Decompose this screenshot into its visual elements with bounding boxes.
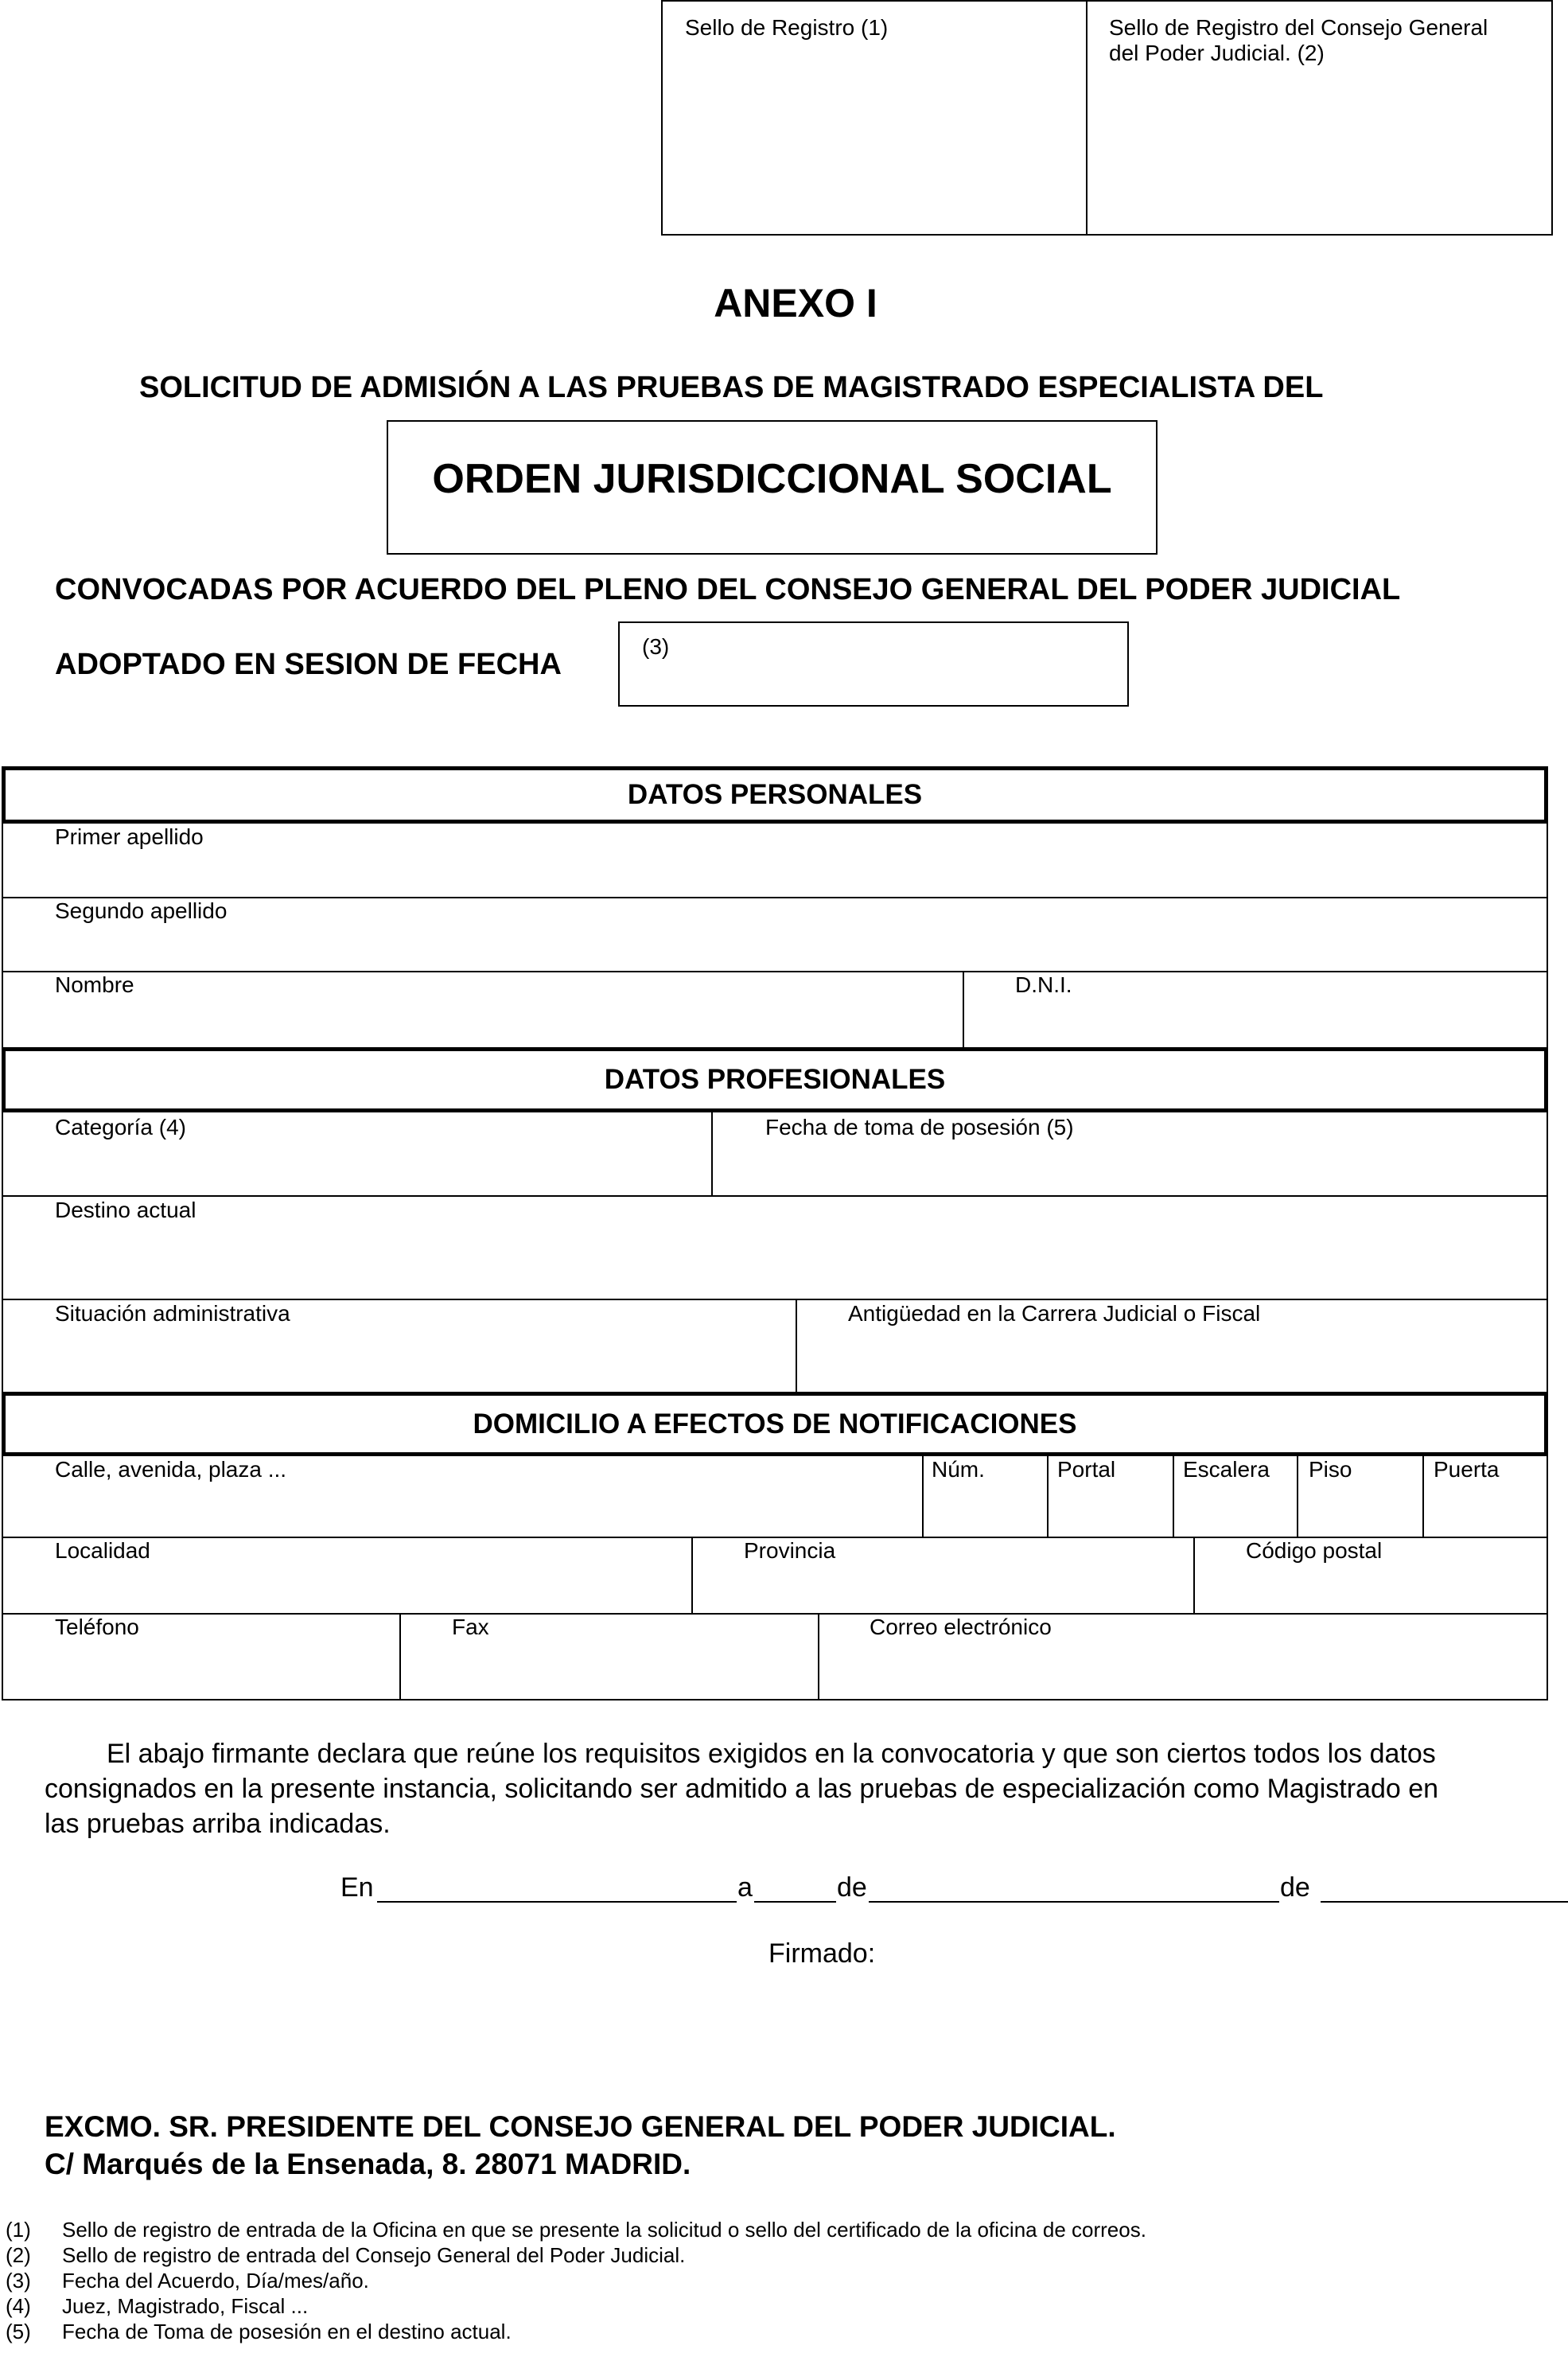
- footnote-text: Fecha del Acuerdo, Día/mes/año.: [62, 2269, 369, 2293]
- primer-apellido-field[interactable]: [3, 824, 1547, 897]
- nombre-field[interactable]: [3, 972, 963, 1047]
- codigo-postal-field[interactable]: [1195, 1538, 1547, 1613]
- sig-place-field[interactable]: [377, 1901, 737, 1903]
- stamp-box-cgpj: [1086, 0, 1553, 236]
- correo-field[interactable]: [819, 1615, 1547, 1699]
- puerta-label: Puerta: [1434, 1457, 1500, 1482]
- solicitud-title: SOLICITUD DE ADMISIÓN A LAS PRUEBAS DE MAGISTRADO ESPECIALISTA DEL: [139, 371, 1324, 404]
- stamp-box-registro: [661, 0, 1087, 236]
- declaration-line-2: consignados en la presente instancia, solicitando ser admitido a las pruebas de especialización como Magistrado en: [45, 1774, 1439, 1804]
- num-label: Núm.: [932, 1457, 985, 1482]
- antiguedad-label: Antigüedad en la Carrera Judicial o Fiscal: [848, 1301, 1261, 1326]
- escalera-field[interactable]: [1174, 1456, 1297, 1537]
- num-field[interactable]: [924, 1456, 1047, 1537]
- stamp-cgpj-label: Sello de Registro del Consejo General del Poder Judicial. (2): [1109, 15, 1488, 65]
- fax-label: Fax: [452, 1615, 489, 1639]
- telefono-label: Teléfono: [55, 1615, 139, 1639]
- categoria-label: Categoría (4): [55, 1115, 186, 1139]
- destino-label: Destino actual: [55, 1198, 196, 1222]
- footnote-text: Juez, Magistrado, Fiscal ...: [62, 2294, 309, 2318]
- sig-en-label: En: [340, 1872, 374, 1903]
- declaration-line-3: las pruebas arriba indicadas.: [45, 1809, 391, 1839]
- dni-field[interactable]: [964, 972, 1547, 1047]
- codigo-postal-label: Código postal: [1246, 1538, 1383, 1563]
- anexo-title: ANEXO I: [714, 281, 877, 325]
- orden-box: [387, 420, 1158, 555]
- adoptado-title: ADOPTADO EN SESION DE FECHA: [55, 648, 562, 681]
- orden-title: ORDEN JURISDICCIONAL SOCIAL: [432, 456, 1112, 502]
- addressee-line-2: C/ Marqués de la Ensenada, 8. 28071 MADRID.: [45, 2148, 691, 2180]
- categoria-field[interactable]: [3, 1112, 711, 1195]
- sig-de2-label: de: [1280, 1872, 1310, 1903]
- primer-apellido-label: Primer apellido: [55, 824, 204, 849]
- puerta-field[interactable]: [1424, 1456, 1547, 1537]
- footnote-num: (2): [6, 2243, 31, 2267]
- firmado-label: Firmado:: [768, 1938, 876, 1969]
- escalera-label: Escalera: [1183, 1457, 1270, 1482]
- telefono-field[interactable]: [3, 1615, 399, 1699]
- footnote-text: Sello de registro de entrada del Consejo General del Poder Judicial.: [62, 2243, 686, 2267]
- segundo-apellido-label: Segundo apellido: [55, 898, 228, 923]
- nombre-label: Nombre: [55, 972, 134, 997]
- footnote-num: (5): [6, 2320, 31, 2343]
- sig-de1-label: de: [837, 1872, 867, 1903]
- footnote-text: Fecha de Toma de posesión en el destino actual.: [62, 2320, 512, 2343]
- addressee-line-1: EXCMO. SR. PRESIDENTE DEL CONSEJO GENERAL DEL PODER JUDICIAL.: [45, 2110, 1116, 2143]
- sig-year-field[interactable]: [1321, 1901, 1568, 1903]
- piso-field[interactable]: [1298, 1456, 1422, 1537]
- form-right-border: [1547, 766, 1548, 1700]
- portal-field[interactable]: [1049, 1456, 1173, 1537]
- antiguedad-field[interactable]: [797, 1300, 1547, 1392]
- provincia-field[interactable]: [693, 1538, 1193, 1613]
- footnote-num: (4): [6, 2294, 31, 2318]
- fecha-note: (3): [642, 634, 670, 659]
- form-bottom-border: [2, 1699, 1548, 1700]
- piso-label: Piso: [1309, 1457, 1352, 1482]
- calle-label: Calle, avenida, plaza ...: [55, 1457, 287, 1482]
- stamp-registro-label: Sello de Registro (1): [685, 15, 889, 40]
- fecha-posesion-field[interactable]: [713, 1112, 1547, 1195]
- footnote-text: Sello de registro de entrada de la Oficina en que se presente la solicitud o sello del certificado de la oficina de correos.: [62, 2218, 1146, 2242]
- footnote-num: (1): [6, 2218, 31, 2242]
- calle-field[interactable]: [3, 1456, 922, 1537]
- sig-month-field[interactable]: [869, 1901, 1279, 1903]
- fecha-sesion-field[interactable]: [618, 621, 1129, 707]
- fax-field[interactable]: [401, 1615, 818, 1699]
- situacion-field[interactable]: [3, 1300, 796, 1392]
- localidad-label: Localidad: [55, 1538, 150, 1563]
- convocadas-title: CONVOCADAS POR ACUERDO DEL PLENO DEL CONSEJO GENERAL DEL PODER JUDICIAL: [55, 573, 1401, 606]
- dni-label: D.N.I.: [1015, 972, 1072, 997]
- fecha-posesion-label: Fecha de toma de posesión (5): [765, 1115, 1074, 1139]
- destino-field[interactable]: [3, 1197, 1547, 1299]
- declaration-line-1: El abajo firmante declara que reúne los requisitos exigidos en la convocatoria y que son ciertos todos los datos: [107, 1739, 1436, 1769]
- datos-personales-header: DATOS PERSONALES: [2, 766, 1548, 824]
- localidad-field[interactable]: [3, 1538, 691, 1613]
- domicilio-header: DOMICILIO A EFECTOS DE NOTIFICACIONES: [2, 1392, 1548, 1456]
- footnote-num: (3): [6, 2269, 31, 2293]
- datos-profesionales-header: DATOS PROFESIONALES: [2, 1047, 1548, 1112]
- sig-day-field[interactable]: [754, 1901, 836, 1903]
- provincia-label: Provincia: [744, 1538, 836, 1563]
- portal-label: Portal: [1057, 1457, 1116, 1482]
- sig-a-label: a: [737, 1872, 753, 1903]
- correo-label: Correo electrónico: [870, 1615, 1052, 1639]
- situacion-label: Situación administrativa: [55, 1301, 290, 1326]
- segundo-apellido-field[interactable]: [3, 898, 1547, 971]
